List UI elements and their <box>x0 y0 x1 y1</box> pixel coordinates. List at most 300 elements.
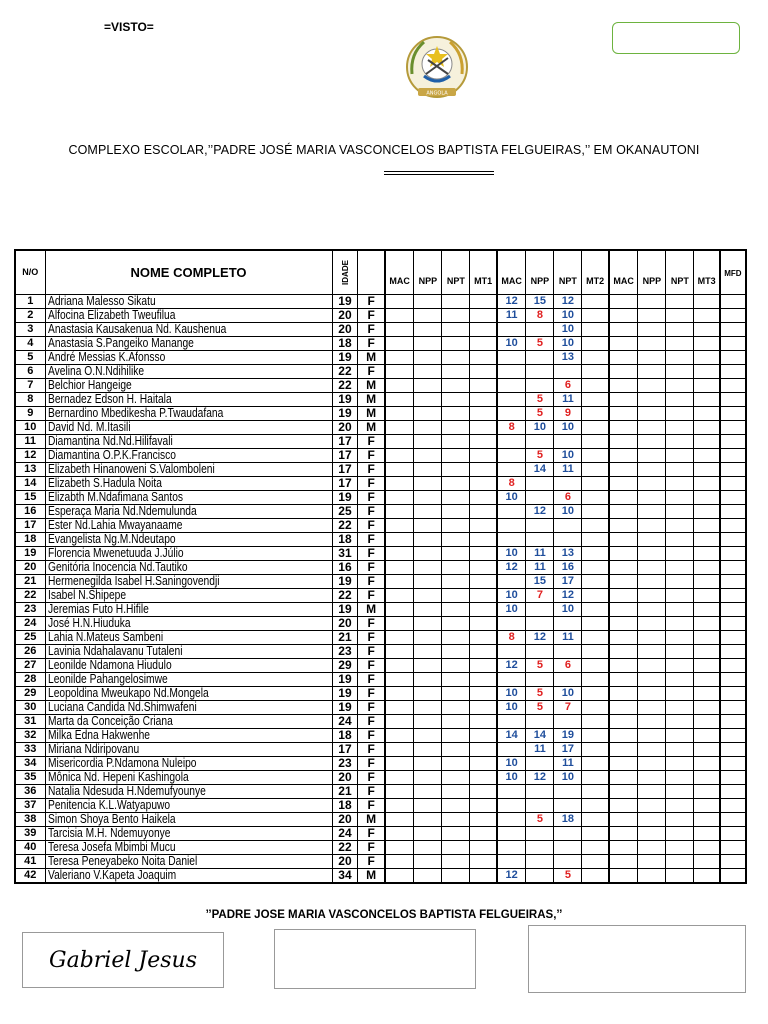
table-row <box>15 490 746 504</box>
student-name: Miriana Ndiripovanu <box>45 742 332 756</box>
student-sex: F <box>358 686 385 700</box>
grade-t1-mt <box>470 490 497 504</box>
grade-t3-mac <box>609 728 638 742</box>
grade-t2-mt <box>582 672 609 686</box>
grade-t2-mac <box>497 826 526 840</box>
grade-mfd <box>720 448 746 462</box>
grade-t1-npt <box>442 490 470 504</box>
grade-t2-mt <box>582 854 609 868</box>
grade-t2-npt <box>554 616 582 630</box>
table-row <box>15 420 746 434</box>
grade-t1-mac <box>385 504 414 518</box>
table-row <box>15 588 746 602</box>
grade-t1-npp <box>414 392 442 406</box>
grade-t2-mac <box>497 840 526 854</box>
grade-t3-npp <box>638 476 666 490</box>
grade-t1-mac <box>385 700 414 714</box>
row-number: 22 <box>15 588 45 602</box>
student-age: 22 <box>332 588 358 602</box>
grade-t1-mt <box>470 364 497 378</box>
student-age: 23 <box>332 756 358 770</box>
table-row <box>15 406 746 420</box>
grade-t1-npt <box>442 644 470 658</box>
grade-t3-npt <box>666 434 694 448</box>
row-number: 28 <box>15 672 45 686</box>
grade-t1-mac <box>385 308 414 322</box>
student-age: 20 <box>332 322 358 336</box>
grade-t1-mac <box>385 336 414 350</box>
grade-t2-mt <box>582 616 609 630</box>
grade-t1-mt <box>470 826 497 840</box>
grade-t1-npp <box>414 588 442 602</box>
grade-t1-npp <box>414 322 442 336</box>
grade-t1-npp <box>414 476 442 490</box>
grade-t1-mac <box>385 392 414 406</box>
grade-mfd <box>720 392 746 406</box>
grade-t3-mac <box>609 826 638 840</box>
grade-t1-mt <box>470 378 497 392</box>
grade-t2-mac <box>497 812 526 826</box>
grade-mfd <box>720 350 746 364</box>
grade-t3-npp <box>638 826 666 840</box>
grade-t2-mt <box>582 532 609 546</box>
grade-t3-mac <box>609 574 638 588</box>
grade-t3-mac <box>609 616 638 630</box>
row-number: 8 <box>15 392 45 406</box>
row-number: 21 <box>15 574 45 588</box>
row-number: 3 <box>15 322 45 336</box>
grade-t2-mac: 14 <box>497 728 526 742</box>
grade-mfd <box>720 644 746 658</box>
grade-t2-npt: 10 <box>554 504 582 518</box>
grade-t1-mac <box>385 560 414 574</box>
grade-t2-mt <box>582 490 609 504</box>
grade-t3-mt <box>694 350 720 364</box>
grade-t3-npt <box>666 364 694 378</box>
grade-t3-npt <box>666 336 694 350</box>
grade-t3-mac <box>609 322 638 336</box>
table-row <box>15 378 746 392</box>
grade-t2-mt <box>582 294 609 308</box>
grade-t3-npt <box>666 350 694 364</box>
student-sex: F <box>358 714 385 728</box>
table-row <box>15 560 746 574</box>
grade-t3-mac <box>609 434 638 448</box>
grade-t2-npt <box>554 518 582 532</box>
student-sex: F <box>358 616 385 630</box>
table-body <box>15 294 746 883</box>
grade-t2-mac: 8 <box>497 476 526 490</box>
grade-t3-mt <box>694 742 720 756</box>
student-sex: F <box>358 308 385 322</box>
student-sex: F <box>358 434 385 448</box>
grade-t3-npt <box>666 644 694 658</box>
grade-t2-npt <box>554 798 582 812</box>
grade-t2-mt <box>582 336 609 350</box>
student-sex: M <box>358 868 385 883</box>
student-name: Luciana Candida Nd.Shimwafeni <box>45 700 332 714</box>
grade-t2-npp <box>526 784 554 798</box>
grade-t3-npt <box>666 322 694 336</box>
grade-t1-mac <box>385 434 414 448</box>
student-name: Misericordia P.Ndamona Nuleipo <box>45 756 332 770</box>
grade-t2-mt <box>582 784 609 798</box>
row-number: 4 <box>15 336 45 350</box>
grade-t2-npt: 13 <box>554 350 582 364</box>
grade-t3-mac <box>609 812 638 826</box>
student-sex: F <box>358 560 385 574</box>
grade-t1-mac <box>385 686 414 700</box>
table-row <box>15 840 746 854</box>
grade-mfd <box>720 714 746 728</box>
grade-t1-npt <box>442 532 470 546</box>
grade-t3-mac <box>609 476 638 490</box>
grade-t2-npt <box>554 854 582 868</box>
grade-t2-mt <box>582 588 609 602</box>
grade-t3-npt <box>666 826 694 840</box>
grade-t2-mt <box>582 826 609 840</box>
table-row <box>15 532 746 546</box>
grade-t1-npt <box>442 420 470 434</box>
grade-t3-mt <box>694 392 720 406</box>
grade-t1-npt <box>442 770 470 784</box>
grade-t2-mac <box>497 644 526 658</box>
grade-mfd <box>720 560 746 574</box>
grade-t1-npp <box>414 826 442 840</box>
table-row <box>15 448 746 462</box>
header-sex <box>358 250 385 294</box>
grade-t3-mac <box>609 448 638 462</box>
grade-t2-mt <box>582 308 609 322</box>
row-number: 27 <box>15 658 45 672</box>
student-age: 18 <box>332 798 358 812</box>
grade-t1-mac <box>385 546 414 560</box>
grade-mfd <box>720 840 746 854</box>
student-name: Belchior Hangeige <box>45 378 332 392</box>
row-number: 11 <box>15 434 45 448</box>
grade-t2-mac <box>497 448 526 462</box>
student-sex: F <box>358 672 385 686</box>
grade-t2-mt <box>582 364 609 378</box>
grade-t1-npp <box>414 560 442 574</box>
student-age: 22 <box>332 518 358 532</box>
grade-t1-npt <box>442 742 470 756</box>
grade-t1-npt <box>442 700 470 714</box>
grade-t3-npt <box>666 658 694 672</box>
table-row <box>15 462 746 476</box>
grade-t3-npp <box>638 560 666 574</box>
student-sex: F <box>358 756 385 770</box>
grade-t2-npp: 12 <box>526 770 554 784</box>
row-number: 38 <box>15 812 45 826</box>
school-title: COMPLEXO ESCOLAR,’’PADRE JOSÉ MARIA VASCONCELOS BAPTISTA FELGUEIRAS,’’ EM OKANAUTONI <box>68 143 700 157</box>
grade-t3-npp <box>638 756 666 770</box>
row-number: 16 <box>15 504 45 518</box>
grade-t1-mt <box>470 714 497 728</box>
row-number: 34 <box>15 756 45 770</box>
grade-t3-mac <box>609 336 638 350</box>
grade-t2-npt: 6 <box>554 658 582 672</box>
grade-t2-mac <box>497 462 526 476</box>
grade-t3-npt <box>666 518 694 532</box>
grade-t3-npp <box>638 728 666 742</box>
grade-t3-npt <box>666 714 694 728</box>
grade-mfd <box>720 728 746 742</box>
table-row <box>15 630 746 644</box>
grade-t1-npt <box>442 812 470 826</box>
grade-t2-mac: 11 <box>497 308 526 322</box>
grade-t3-npt <box>666 532 694 546</box>
grade-t3-npp <box>638 420 666 434</box>
student-name: David Nd. M.Itasili <box>45 420 332 434</box>
grade-t2-npt: 10 <box>554 448 582 462</box>
grade-t2-mt <box>582 546 609 560</box>
grade-t2-npp: 5 <box>526 686 554 700</box>
table-row <box>15 602 746 616</box>
grade-t2-mac: 12 <box>497 560 526 574</box>
row-number: 7 <box>15 378 45 392</box>
header-t2-mac: MAC <box>497 250 526 294</box>
grade-t3-mt <box>694 672 720 686</box>
grade-t3-npp <box>638 840 666 854</box>
grade-t2-mt <box>582 574 609 588</box>
grade-t3-npp <box>638 714 666 728</box>
grade-t2-mt <box>582 462 609 476</box>
student-name: Natalia Ndesuda H.Ndemufyounye <box>45 784 332 798</box>
grade-t2-npt: 19 <box>554 728 582 742</box>
grade-t2-npp: 7 <box>526 588 554 602</box>
grade-t3-npt <box>666 784 694 798</box>
student-age: 19 <box>332 490 358 504</box>
student-sex: F <box>358 518 385 532</box>
grade-t3-mt <box>694 588 720 602</box>
signature-box-3 <box>528 925 746 993</box>
grade-t1-npt <box>442 658 470 672</box>
student-sex: F <box>358 364 385 378</box>
student-name: Jeremias Futo H.Hifile <box>45 602 332 616</box>
student-sex: F <box>358 728 385 742</box>
row-number: 32 <box>15 728 45 742</box>
grade-t1-npp <box>414 644 442 658</box>
grade-t2-npt <box>554 714 582 728</box>
grade-t2-npp: 10 <box>526 420 554 434</box>
grade-t1-mac <box>385 518 414 532</box>
grade-t1-mac <box>385 322 414 336</box>
student-sex: F <box>358 322 385 336</box>
grade-mfd <box>720 686 746 700</box>
grade-t3-mac <box>609 686 638 700</box>
grade-t1-npt <box>442 448 470 462</box>
grade-t2-npt: 11 <box>554 756 582 770</box>
signature: Gabriel Jesus <box>49 947 197 973</box>
student-age: 17 <box>332 476 358 490</box>
student-name: Bernadez Edson H. Haitala <box>45 392 332 406</box>
student-name: Simon Shoya Bento Haikela <box>45 812 332 826</box>
grade-t3-mt <box>694 546 720 560</box>
grade-t2-npp: 11 <box>526 546 554 560</box>
grade-t3-npp <box>638 350 666 364</box>
grade-t2-npt: 10 <box>554 686 582 700</box>
grade-t3-mt <box>694 532 720 546</box>
grade-t1-npt <box>442 616 470 630</box>
student-age: 17 <box>332 434 358 448</box>
grade-t2-npp <box>526 644 554 658</box>
grade-mfd <box>720 308 746 322</box>
grade-t3-mac <box>609 588 638 602</box>
student-name: Teresa Josefa Mbimbi Mucu <box>45 840 332 854</box>
header-t3-mac: MAC <box>609 250 638 294</box>
grade-t3-npp <box>638 770 666 784</box>
grade-t3-npt <box>666 476 694 490</box>
student-sex: F <box>358 504 385 518</box>
student-name: Lahia N.Mateus Sambeni <box>45 630 332 644</box>
grade-t1-npp <box>414 658 442 672</box>
grade-t3-npp <box>638 798 666 812</box>
grade-t3-npt <box>666 462 694 476</box>
grade-t1-npt <box>442 588 470 602</box>
grade-t1-mac <box>385 868 414 883</box>
grade-t2-npp <box>526 490 554 504</box>
grade-t3-npp <box>638 672 666 686</box>
grade-t2-mt <box>582 868 609 883</box>
student-name: Lavinia Ndahalavanu Tutaleni <box>45 644 332 658</box>
grade-t1-npt <box>442 602 470 616</box>
grade-t2-npt <box>554 434 582 448</box>
grade-t2-npp: 14 <box>526 462 554 476</box>
table-row <box>15 392 746 406</box>
grade-t1-npt <box>442 392 470 406</box>
grade-t1-mt <box>470 560 497 574</box>
row-number: 36 <box>15 784 45 798</box>
grade-t1-mt <box>470 462 497 476</box>
grade-t2-npp <box>526 532 554 546</box>
student-sex: M <box>358 812 385 826</box>
student-sex: F <box>358 462 385 476</box>
table-row <box>15 350 746 364</box>
table-row <box>15 784 746 798</box>
student-name: Milka Edna Hakwenhe <box>45 728 332 742</box>
grade-t3-mt <box>694 854 720 868</box>
grade-t2-npt <box>554 784 582 798</box>
grade-t1-npp <box>414 700 442 714</box>
row-number: 15 <box>15 490 45 504</box>
grade-t1-mac <box>385 630 414 644</box>
grade-t3-mac <box>609 350 638 364</box>
grade-t3-mt <box>694 406 720 420</box>
row-number: 37 <box>15 798 45 812</box>
table-row <box>15 672 746 686</box>
grades-table <box>14 249 747 884</box>
row-number: 42 <box>15 868 45 883</box>
grade-t3-npt <box>666 742 694 756</box>
grade-t2-mt <box>582 406 609 420</box>
grade-t2-mt <box>582 770 609 784</box>
grade-t3-mac <box>609 308 638 322</box>
grade-t3-mac <box>609 392 638 406</box>
grade-t3-mac <box>609 854 638 868</box>
grade-t1-mac <box>385 364 414 378</box>
student-age: 19 <box>332 574 358 588</box>
grade-t2-npt <box>554 476 582 490</box>
student-sex: F <box>358 798 385 812</box>
table-row <box>15 714 746 728</box>
grade-t2-mac: 10 <box>497 588 526 602</box>
grade-t3-npp <box>638 700 666 714</box>
grade-t1-npt <box>442 630 470 644</box>
grade-t2-mac: 10 <box>497 700 526 714</box>
grade-t2-mt <box>582 714 609 728</box>
grade-t3-mt <box>694 868 720 883</box>
grade-t2-mt <box>582 476 609 490</box>
grade-t1-npt <box>442 560 470 574</box>
table-row <box>15 574 746 588</box>
grade-t3-npt <box>666 546 694 560</box>
header-t2-npt: NPT <box>554 250 582 294</box>
grade-t1-mt <box>470 686 497 700</box>
student-age: 21 <box>332 784 358 798</box>
grade-t3-npp <box>638 392 666 406</box>
grade-t2-npt: 10 <box>554 322 582 336</box>
table-row <box>15 756 746 770</box>
grade-t3-mac <box>609 602 638 616</box>
grade-t3-npp <box>638 546 666 560</box>
student-name: Leopoldina Mweukapo Nd.Mongela <box>45 686 332 700</box>
student-sex: F <box>358 490 385 504</box>
grade-t2-mac: 10 <box>497 546 526 560</box>
table-row <box>15 322 746 336</box>
student-name: Tarcisia M.H. Ndemuyonye <box>45 826 332 840</box>
grade-t2-mt <box>582 756 609 770</box>
header-t1-npt: NPT <box>442 250 470 294</box>
grade-t3-npt <box>666 728 694 742</box>
grade-t3-npp <box>638 490 666 504</box>
header-t2-mt: MT2 <box>582 250 609 294</box>
student-age: 17 <box>332 448 358 462</box>
grade-t1-mt <box>470 532 497 546</box>
grade-t1-npt <box>442 826 470 840</box>
student-age: 16 <box>332 560 358 574</box>
grade-t2-npt <box>554 672 582 686</box>
grade-t1-mac <box>385 714 414 728</box>
grade-t3-mac <box>609 294 638 308</box>
table-row <box>15 434 746 448</box>
student-name: Esperaça Maria Nd.Ndemulunda <box>45 504 332 518</box>
grade-t3-npt <box>666 630 694 644</box>
grade-t3-mt <box>694 364 720 378</box>
grade-t1-mac <box>385 672 414 686</box>
grade-t2-npt: 9 <box>554 406 582 420</box>
grade-t2-npp: 11 <box>526 742 554 756</box>
grade-t2-mt <box>582 700 609 714</box>
grade-t1-mt <box>470 700 497 714</box>
grade-t1-mt <box>470 392 497 406</box>
grade-mfd <box>720 504 746 518</box>
grade-t3-mt <box>694 714 720 728</box>
grade-t3-npt <box>666 812 694 826</box>
grade-t2-npt: 7 <box>554 700 582 714</box>
header-mfd: MFD <box>720 250 746 294</box>
grade-t1-mt <box>470 812 497 826</box>
grade-t2-mt <box>582 322 609 336</box>
grade-t1-mt <box>470 854 497 868</box>
grade-t2-mt <box>582 798 609 812</box>
grade-t1-npp <box>414 518 442 532</box>
grade-t3-mt <box>694 378 720 392</box>
table-row <box>15 686 746 700</box>
grade-t1-mac <box>385 658 414 672</box>
grade-t1-npp <box>414 532 442 546</box>
grade-t1-npt <box>442 546 470 560</box>
